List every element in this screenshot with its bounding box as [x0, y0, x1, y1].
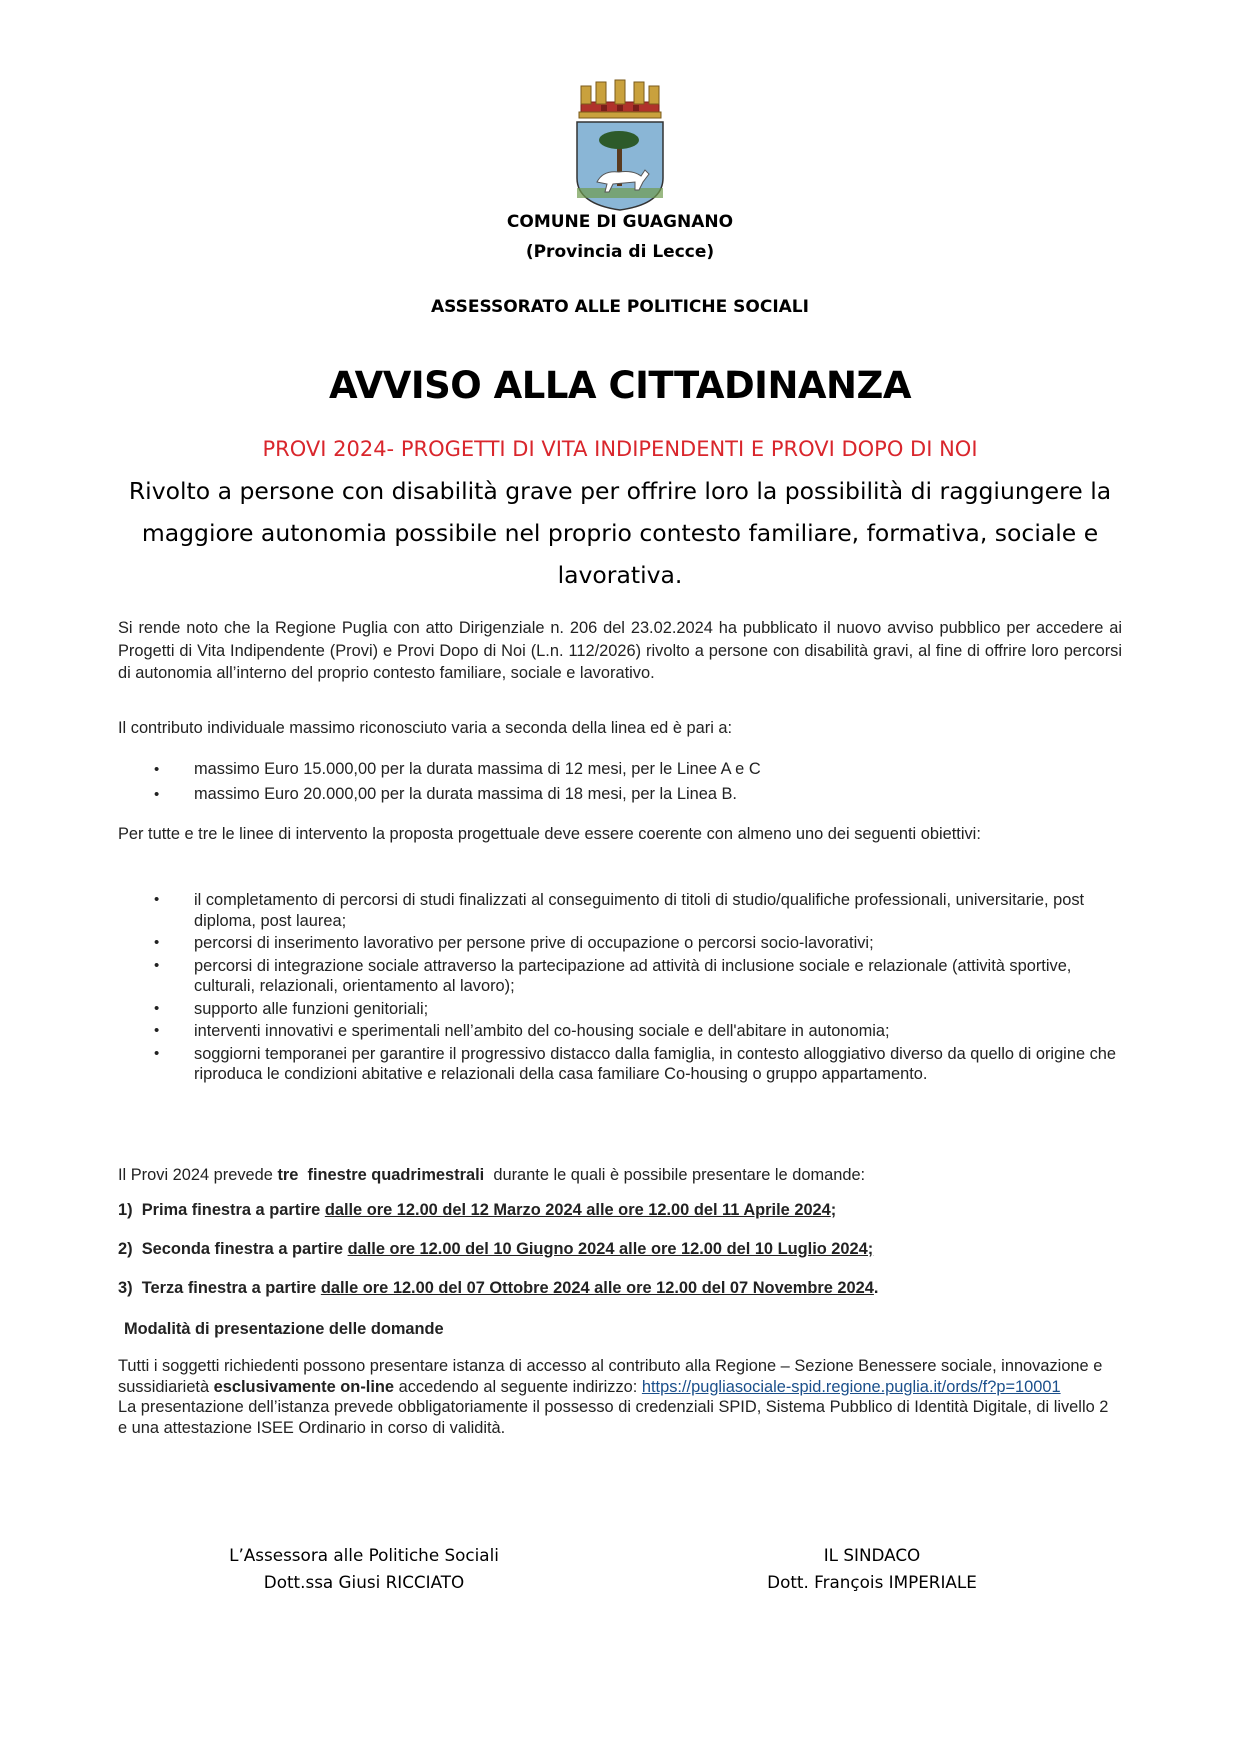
contribution-intro: Il contributo individuale massimo riconosciuto varia a seconda della linea ed è pari a:	[118, 719, 733, 737]
list-item: • massimo Euro 15.000,00 per la durata massima di 12 mesi, per le Linee A e C	[118, 757, 1122, 782]
assessor-signature-block	[184, 1542, 544, 1596]
page-title: AVVISO ALLA CITTADINANZA	[329, 364, 911, 407]
list-item: • supporto alle funzioni genitoriali;	[154, 999, 429, 1018]
list-item: • soggiorni temporanei per garantire il progressivo distacco dalla famiglia, in contesto alloggiativo diverso da quello di origine che riproduca le condizioni abitative e relazionali della casa familiare Co-housing o gruppo appartamento.	[154, 1044, 1117, 1083]
contribution-list	[118, 757, 1122, 807]
bullet-icon: •	[154, 1044, 160, 1062]
signature-name: Dott. François IMPERIALE	[767, 1572, 977, 1592]
lead-line: Rivolto a persone con disabilità grave per offrire loro la possibilità di raggiungere la	[128, 477, 1112, 505]
mayor-signature-block	[692, 1542, 1052, 1596]
objectives-intro: Per tutte e tre le linee di intervento la proposta progettuale deve essere coerente con almeno uno dei seguenti obiettivi:	[118, 825, 981, 843]
list-item: • percorsi di inserimento lavorativo per persone prive di occupazione o percorsi socio-lavorativi;	[154, 934, 874, 952]
bullet-icon: •	[154, 956, 160, 974]
lead-line: lavorativa.	[557, 561, 683, 589]
list-item: • percorsi di integrazione sociale attraverso la partecipazione ad attività di inclusione sociale e relazionale (attività sportive, culturali, relazionali, orientamento al lavoro);	[154, 956, 1072, 995]
department-name: ASSESSORATO ALLE POLITICHE SOCIALI	[431, 297, 809, 317]
requirements-text: La presentazione dell’istanza prevede obbligatoriamente il possesso di credenziali SPID, Sistema Pubblico di Identità Digitale, di livello 2 e una attestazione ISEE Ordinario in corso di validità.	[118, 1398, 1109, 1437]
bullet-icon: •	[154, 1022, 160, 1039]
municipality-name: COMUNE DI GUAGNANO	[506, 212, 734, 232]
list-item: • interventi innovativi e sperimentali nell’ambito del co-housing sociale e dell'abitare in autonomia;	[154, 1022, 890, 1040]
procedure-heading: Modalità di presentazione delle domande	[124, 1320, 444, 1338]
windows-intro: Il Provi 2024 prevede tre finestre quadrimestrali durante le quali è possibile presentare le domande:	[118, 1166, 866, 1184]
objectives-list	[118, 890, 1122, 1085]
procedure-paragraph: Tutti i soggetti richiedenti possono presentare istanza di accesso al contributo alla Regione – Sezione Benessere sociale, innovazione e sussidiarietà esclusivamente on-line accedendo al seguente indirizzo: https://pugliasociale-spid.regione.puglia.it/ords/f?p=10001 La presentazione dell’istanza prevede obbligatoriamente il possesso di credenziali SPID, Sistema Pubblico di Identità Digitale, di livello 2 e una attestazione ISEE Ordinario in corso di validità.	[118, 1357, 1109, 1437]
bullet-icon: •	[154, 891, 160, 908]
bullet-icon: •	[154, 999, 160, 1017]
lead-line: maggiore autonomia possibile nel proprio contesto familiare, formativa, sociale e	[141, 519, 1099, 547]
application-window-1: 1) Prima finestra a partire dalle ore 12.00 del 12 Marzo 2024 alle ore 12.00 del 11 Aprile 2024;	[118, 1201, 837, 1219]
notice-subtitle: PROVI 2024- PROGETTI DI VITA INDIPENDENTI E PROVI DOPO DI NOI	[262, 437, 978, 461]
lead-paragraph	[0, 470, 1240, 596]
list-item: • massimo Euro 20.000,00 per la durata massima di 18 mesi, per la Linea B.	[118, 782, 1122, 807]
shield-icon	[577, 122, 663, 210]
bullet-icon: •	[154, 761, 160, 778]
signature-role: L’Assessora alle Politiche Sociali	[229, 1545, 499, 1565]
signature-name: Dott.ssa Giusi RICCIATO	[263, 1572, 465, 1592]
bullet-icon: •	[154, 786, 160, 803]
application-window-3: 3) Terza finestra a partire dalle ore 12.00 del 07 Ottobre 2024 alle ore 12.00 del 07 Novembre 2024.	[118, 1279, 879, 1297]
application-window-2: 2) Seconda finestra a partire dalle ore 12.00 del 10 Giugno 2024 alle ore 12.00 del 10 Luglio 2024;	[118, 1240, 874, 1258]
signature-role: IL SINDACO	[823, 1545, 921, 1565]
bullet-icon: •	[154, 934, 160, 951]
application-portal-link[interactable]: https://pugliasociale-spid.regione.puglia.it/ords/f?p=10001	[641, 1377, 1061, 1396]
crown-icon	[579, 80, 661, 118]
intro-paragraph: Si rende noto che la Regione Puglia con atto Dirigenziale n. 206 del 23.02.2024 ha pubblicato il nuovo avviso pubblico per accedere ai Progetti di Vita Indipendente (Provi) e Provi Dopo di Noi (L.n. 112/2026) rivolto a persone con disabilità gravi, al fine di offrire loro percorsi di autonomia all’interno del proprio contesto familiare, sociale e lavorativo.	[118, 619, 1122, 682]
province-name: (Provincia di Lecce)	[525, 242, 715, 262]
municipal-crest-icon	[573, 78, 667, 212]
list-item: • il completamento di percorsi di studi finalizzati al conseguimento di titoli di studio/qualifiche professionali, universitarie, post diploma, post laurea;	[154, 891, 1085, 930]
